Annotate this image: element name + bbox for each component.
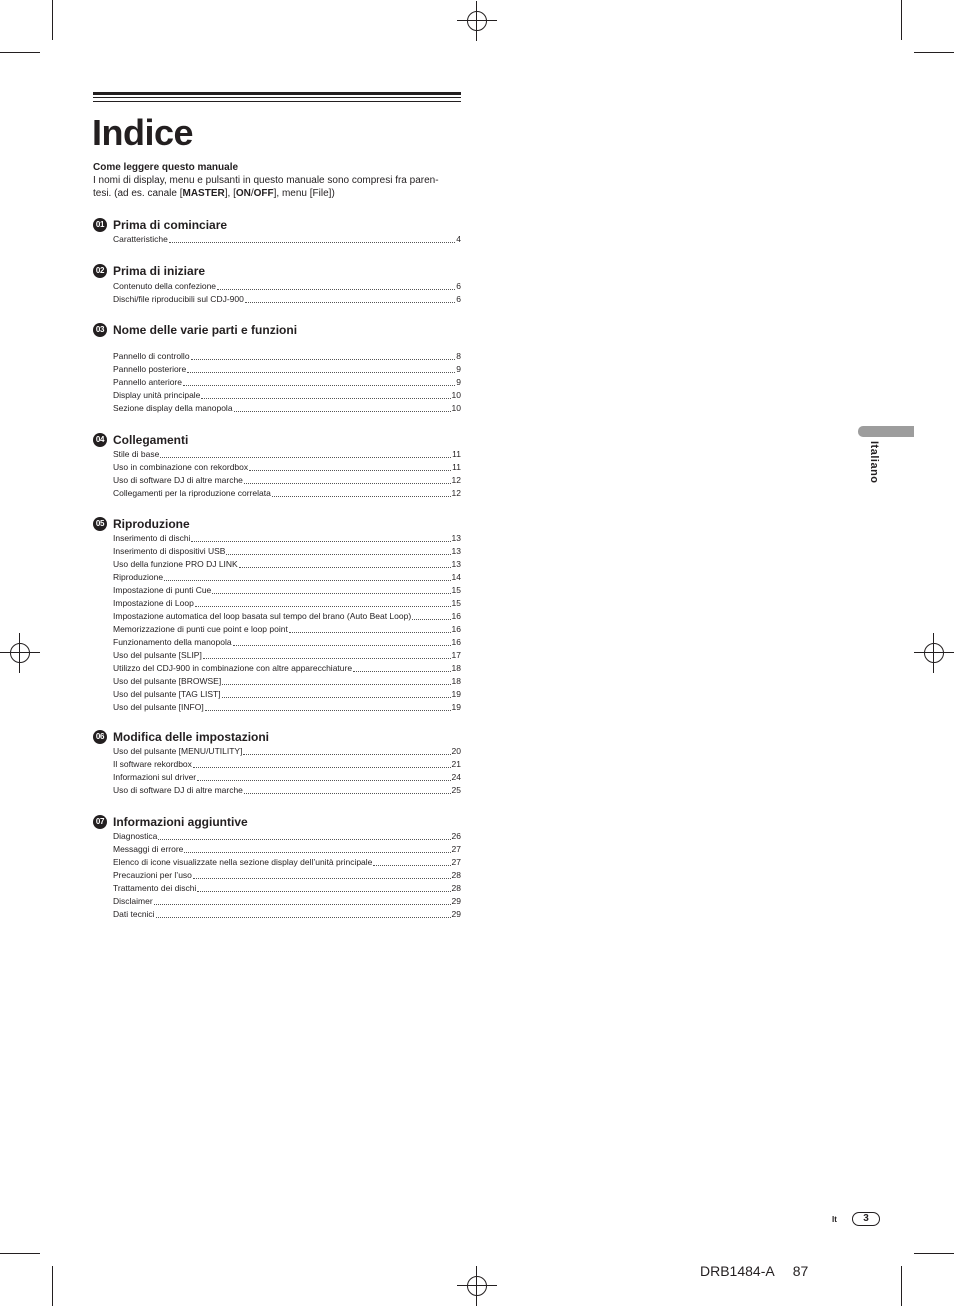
leader-dots bbox=[201, 389, 450, 399]
toc-entry-page: 25 bbox=[451, 785, 461, 795]
leader-dots bbox=[187, 363, 455, 373]
toc-entry-page: 29 bbox=[451, 896, 461, 906]
toc-entry-label: Messaggi di errore bbox=[113, 844, 184, 854]
toc-entry[interactable] bbox=[113, 649, 461, 662]
toc-entry-label: Uso in combinazione con rekordbox bbox=[113, 462, 249, 472]
toc-entry[interactable] bbox=[113, 623, 461, 636]
crop-mark bbox=[914, 52, 954, 53]
toc-entry-page: 6 bbox=[456, 281, 461, 291]
toc-entry[interactable] bbox=[113, 545, 461, 558]
on-label: ON bbox=[235, 188, 251, 199]
section-entries bbox=[93, 532, 461, 714]
intro-text: ], menu [File]) bbox=[273, 188, 335, 199]
toc-entry-page: 11 bbox=[452, 462, 461, 472]
toc-entry-label: Impostazione di punti Cue bbox=[113, 585, 212, 595]
toc-entry[interactable] bbox=[113, 532, 461, 545]
toc-entry[interactable] bbox=[113, 758, 461, 771]
toc-entry-page: 21 bbox=[451, 759, 461, 769]
leader-dots bbox=[244, 784, 451, 794]
toc-entry-page: 9 bbox=[456, 364, 461, 374]
toc-entry-label: Memorizzazione di punti cue point e loop point bbox=[113, 624, 288, 634]
intro-text: tesi. (ad es. canale [ bbox=[93, 188, 183, 199]
section-number-badge: 04 bbox=[93, 433, 107, 447]
toc-section-05 bbox=[93, 517, 461, 714]
toc-entry[interactable] bbox=[113, 293, 461, 306]
leader-dots bbox=[205, 701, 451, 711]
toc-section-04 bbox=[93, 433, 461, 500]
toc-entry-label: Uso del pulsante [MENU/UTILITY] bbox=[113, 746, 243, 756]
leader-dots bbox=[156, 908, 451, 918]
toc-section-07 bbox=[93, 815, 461, 921]
toc-entry-label: Diagnostica bbox=[113, 831, 158, 841]
leader-dots bbox=[164, 571, 450, 581]
section-header bbox=[93, 323, 461, 339]
section-header bbox=[93, 815, 461, 831]
section-header bbox=[93, 730, 461, 746]
leader-dots bbox=[233, 636, 451, 646]
leader-dots bbox=[353, 662, 450, 672]
toc-entry-label: Funzionamento della manopola bbox=[113, 637, 232, 647]
section-number-badge: 03 bbox=[93, 323, 107, 337]
toc-entry[interactable] bbox=[113, 843, 461, 856]
toc-entry-label: Precauzioni per l’uso bbox=[113, 870, 192, 880]
toc-entry-label: Uso del pulsante [TAG LIST] bbox=[113, 689, 221, 699]
toc-entry[interactable] bbox=[113, 908, 461, 921]
section-entries bbox=[93, 350, 461, 415]
toc-entry-label: Uso di software DJ di altre marche bbox=[113, 475, 243, 485]
toc-entry-label: Disclaimer bbox=[113, 896, 153, 906]
toc-entry-page: 16 bbox=[451, 637, 461, 647]
toc-entry-page: 9 bbox=[456, 377, 461, 387]
section-entries bbox=[93, 233, 461, 246]
toc-entry-label: Il software rekordbox bbox=[113, 759, 192, 769]
print-page-number: 87 bbox=[792, 1263, 809, 1279]
toc-entry[interactable] bbox=[113, 895, 461, 908]
toc-entry[interactable] bbox=[113, 280, 461, 293]
registration-mark-left bbox=[0, 633, 40, 673]
toc-entry[interactable] bbox=[113, 571, 461, 584]
crop-mark bbox=[52, 0, 53, 40]
leader-dots bbox=[217, 280, 455, 290]
crop-mark bbox=[0, 1253, 40, 1254]
section-title[interactable]: Riproduzione bbox=[113, 517, 190, 531]
toc-entry[interactable] bbox=[113, 856, 461, 869]
toc-entry-page: 11 bbox=[452, 449, 461, 459]
toc-entry-page: 12 bbox=[451, 488, 461, 498]
intro-heading: Come leggere questo manuale bbox=[93, 162, 239, 173]
toc-entry[interactable] bbox=[113, 558, 461, 571]
off-label: OFF bbox=[253, 188, 274, 199]
intro-block bbox=[93, 161, 463, 200]
toc-entry[interactable] bbox=[113, 830, 461, 843]
intro-line-2 bbox=[93, 188, 335, 199]
footer-language-code: It bbox=[832, 1215, 837, 1224]
section-number-badge: 02 bbox=[93, 264, 107, 278]
toc-entry-page: 17 bbox=[451, 650, 461, 660]
leader-dots bbox=[160, 448, 451, 458]
toc-entry-page: 13 bbox=[451, 559, 461, 569]
section-title[interactable]: Informazioni aggiuntive bbox=[113, 815, 248, 829]
leader-dots bbox=[245, 293, 455, 303]
toc-entry-page: 19 bbox=[451, 689, 461, 699]
section-entries bbox=[93, 745, 461, 797]
toc-entry-label: Informazioni sul driver bbox=[113, 772, 197, 782]
intro-text: ], [ bbox=[224, 188, 236, 199]
section-title[interactable]: Nome delle varie parti e funzioni bbox=[113, 323, 298, 337]
leader-dots bbox=[243, 745, 450, 755]
leader-dots bbox=[193, 758, 451, 768]
leader-dots bbox=[184, 843, 450, 853]
header-rule bbox=[93, 92, 461, 102]
side-language-label: Italiano bbox=[868, 441, 880, 484]
toc-entry[interactable] bbox=[113, 474, 461, 487]
section-number-badge: 05 bbox=[93, 517, 107, 531]
toc-entry[interactable] bbox=[113, 389, 461, 402]
toc-entry-label: Stile di base bbox=[113, 449, 160, 459]
toc-entry-label: Collegamenti per la riproduzione correlata bbox=[113, 488, 271, 498]
leader-dots bbox=[226, 545, 450, 555]
toc-entry-page: 19 bbox=[451, 702, 461, 712]
section-header bbox=[93, 264, 461, 280]
toc-entry-label: Pannello anteriore bbox=[113, 377, 182, 387]
section-number-badge: 01 bbox=[93, 218, 107, 232]
toc-entry[interactable] bbox=[113, 597, 461, 610]
leader-dots bbox=[234, 402, 451, 412]
toc-entry[interactable] bbox=[113, 363, 461, 376]
leader-dots bbox=[412, 610, 450, 620]
leader-dots bbox=[158, 830, 450, 840]
leader-dots bbox=[222, 675, 450, 685]
language-tab bbox=[858, 426, 914, 437]
section-title[interactable]: Modifica delle impostazioni bbox=[113, 730, 270, 744]
toc-entry[interactable] bbox=[113, 448, 461, 461]
toc-entry-label: Contenuto della confezione bbox=[113, 281, 217, 291]
page-title: Indice bbox=[92, 112, 194, 153]
leader-dots bbox=[249, 461, 451, 471]
leader-dots bbox=[191, 350, 456, 360]
section-number-badge: 07 bbox=[93, 815, 107, 829]
toc-entry-page: 16 bbox=[451, 611, 461, 621]
registration-mark-top bbox=[457, 1, 497, 41]
toc-entry-page: 10 bbox=[451, 390, 461, 400]
toc-entry-page: 15 bbox=[451, 598, 461, 608]
toc-entry[interactable] bbox=[113, 771, 461, 784]
toc-entry-label: Caratteristiche bbox=[113, 234, 168, 244]
toc-entry-label: Uso del pulsante [BROWSE] bbox=[113, 676, 222, 686]
section-number-badge: 06 bbox=[93, 730, 107, 744]
toc-entry-page: 18 bbox=[451, 663, 461, 673]
toc-entry[interactable] bbox=[113, 662, 461, 675]
toc-entry-page: 13 bbox=[451, 533, 461, 543]
section-title[interactable]: Prima di cominciare bbox=[113, 218, 228, 232]
toc-entry-label: Inserimento di dischi bbox=[113, 533, 191, 543]
toc-entry-label: Uso del pulsante [INFO] bbox=[113, 702, 204, 712]
leader-dots bbox=[222, 688, 451, 698]
toc-entry-page: 29 bbox=[451, 909, 461, 919]
toc-entry[interactable] bbox=[113, 402, 461, 415]
toc-entry-page: 16 bbox=[451, 624, 461, 634]
section-header bbox=[93, 433, 461, 449]
toc-entry[interactable] bbox=[113, 882, 461, 895]
toc-entry-label: Pannello posteriore bbox=[113, 364, 187, 374]
toc-entry[interactable] bbox=[113, 745, 461, 758]
intro-text: / bbox=[250, 188, 254, 199]
leader-dots bbox=[183, 376, 455, 386]
toc-entry-page: 28 bbox=[451, 883, 461, 893]
toc-entry[interactable] bbox=[113, 636, 461, 649]
section-entries bbox=[93, 280, 461, 306]
toc-entry[interactable] bbox=[113, 584, 461, 597]
leader-dots bbox=[244, 474, 451, 484]
toc-section-06 bbox=[93, 730, 461, 797]
toc-entry-label: Elenco di icone visualizzate nella sezione display dell’unità principale bbox=[113, 857, 373, 867]
toc-entry-page: 15 bbox=[451, 585, 461, 595]
section-entries bbox=[93, 830, 461, 921]
footer-page-number: 3 bbox=[852, 1212, 880, 1226]
footer-doc-code bbox=[700, 1263, 808, 1279]
crop-mark bbox=[901, 1266, 902, 1306]
toc-entry-page: 26 bbox=[451, 831, 461, 841]
toc-entry-label: Dischi/file riproducibili sul CDJ-900 bbox=[113, 294, 244, 304]
leader-dots bbox=[289, 623, 451, 633]
toc-entry-page: 14 bbox=[451, 572, 461, 582]
leader-dots bbox=[169, 233, 455, 243]
toc-section-01 bbox=[93, 218, 461, 246]
crop-mark bbox=[914, 1253, 954, 1254]
toc-entry-label: Uso del pulsante [SLIP] bbox=[113, 650, 202, 660]
toc-entry-label: Impostazione di Loop bbox=[113, 598, 194, 608]
toc-entry[interactable] bbox=[113, 233, 461, 246]
leader-dots bbox=[197, 882, 450, 892]
section-entries bbox=[93, 448, 461, 500]
toc-entry-page: 27 bbox=[451, 844, 461, 854]
leader-dots bbox=[195, 597, 451, 607]
toc-entry[interactable] bbox=[113, 487, 461, 500]
leader-dots bbox=[154, 895, 451, 905]
leader-dots bbox=[197, 771, 450, 781]
toc-entry-label: Uso di software DJ di altre marche bbox=[113, 785, 243, 795]
toc-entry[interactable] bbox=[113, 376, 461, 389]
crop-mark bbox=[52, 1266, 53, 1306]
toc-entry-page: 24 bbox=[451, 772, 461, 782]
toc-entry[interactable] bbox=[113, 784, 461, 797]
toc-entry-label: Display unità principale bbox=[113, 390, 201, 400]
toc-entry-page: 4 bbox=[456, 234, 461, 244]
toc-entry-page: 8 bbox=[456, 351, 461, 361]
toc-entry[interactable] bbox=[113, 701, 461, 714]
registration-mark-right bbox=[914, 633, 954, 673]
toc-entry[interactable] bbox=[113, 688, 461, 701]
toc-entry-page: 6 bbox=[456, 294, 461, 304]
leader-dots bbox=[239, 558, 451, 568]
toc-entry-label: Uso della funzione PRO DJ LINK bbox=[113, 559, 238, 569]
doc-code: DRB1484-A bbox=[700, 1263, 775, 1279]
toc-entry-label: Trattamento dei dischi bbox=[113, 883, 197, 893]
toc-entry-page: 13 bbox=[451, 546, 461, 556]
toc-entry[interactable] bbox=[113, 461, 461, 474]
leader-dots bbox=[193, 869, 451, 879]
toc-entry-page: 28 bbox=[451, 870, 461, 880]
toc-entry-label: Inserimento di dispositivi USB bbox=[113, 546, 226, 556]
section-header bbox=[93, 218, 461, 234]
toc-entry[interactable] bbox=[113, 675, 461, 688]
toc-entry-page: 20 bbox=[451, 746, 461, 756]
toc-entry[interactable] bbox=[113, 869, 461, 882]
toc-entry[interactable] bbox=[113, 350, 461, 363]
toc-entry-label: Utilizzo del CDJ-900 in combinazione con altre apparecchiature bbox=[113, 663, 353, 673]
toc-entry[interactable] bbox=[113, 610, 461, 623]
leader-dots bbox=[191, 532, 450, 542]
leader-dots bbox=[203, 649, 451, 659]
toc-entry-page: 10 bbox=[451, 403, 461, 413]
toc-entry-page: 12 bbox=[451, 475, 461, 485]
registration-mark-bottom bbox=[457, 1266, 497, 1306]
toc-entry-label: Pannello di controllo bbox=[113, 351, 190, 361]
toc-section-03 bbox=[93, 323, 461, 415]
leader-dots bbox=[373, 856, 450, 866]
leader-dots bbox=[272, 487, 451, 497]
toc-entry-page: 27 bbox=[451, 857, 461, 867]
master-label: MASTER bbox=[182, 188, 225, 199]
section-title[interactable]: Prima di iniziare bbox=[113, 264, 206, 278]
crop-mark bbox=[0, 52, 40, 53]
crop-mark bbox=[901, 0, 902, 40]
toc-entry-label: Dati tecnici bbox=[113, 909, 155, 919]
leader-dots bbox=[212, 584, 450, 594]
section-title[interactable]: Collegamenti bbox=[113, 433, 189, 447]
intro-line-1: I nomi di display, menu e pulsanti in questo manuale sono compresi fra paren- bbox=[93, 175, 439, 186]
toc-entry-page: 18 bbox=[451, 676, 461, 686]
toc-entry-label: Riproduzione bbox=[113, 572, 164, 582]
section-header bbox=[93, 517, 461, 533]
toc-section-02 bbox=[93, 264, 461, 306]
toc-entry-label: Impostazione automatica del loop basata sul tempo del brano (Auto Beat Loop) bbox=[113, 611, 412, 621]
toc-entry-label: Sezione display della manopola bbox=[113, 403, 233, 413]
